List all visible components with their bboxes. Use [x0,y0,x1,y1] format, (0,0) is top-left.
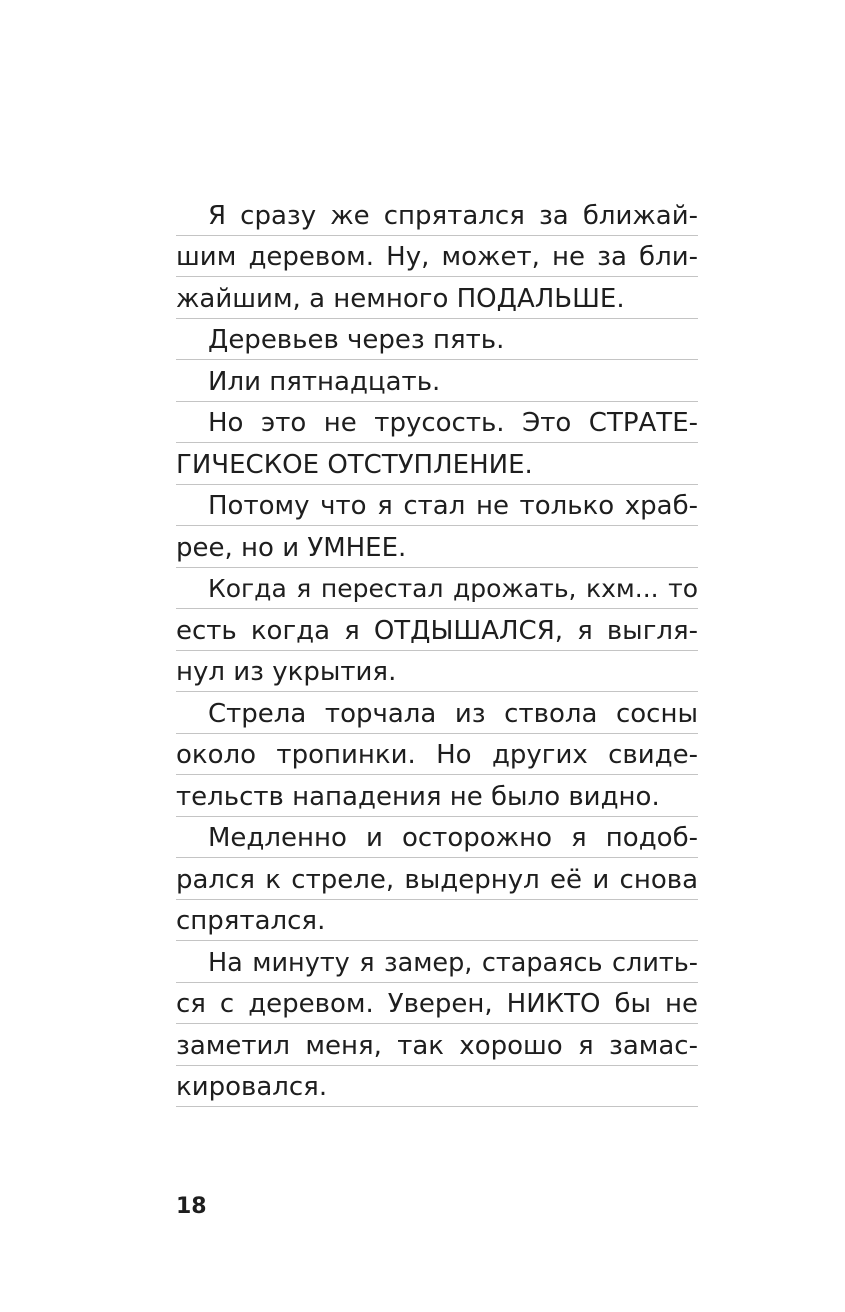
line-text: Или пятнадцать. [208,366,441,397]
text-line [176,609,698,651]
text-line [176,360,698,402]
text-line [176,775,698,817]
text-line [176,485,698,527]
page-number: 18 [176,1194,207,1219]
text-block [176,194,698,1107]
line-text: ся с деревом. Уверен, НИКТО бы не [176,989,698,1019]
text-line [176,817,698,859]
text-line [176,900,698,942]
text-line [176,941,698,983]
line-text: Стрела торчала из ствола сосны [208,698,698,729]
line-text: тельств нападения не было видно. [176,781,660,812]
line-text: рался к стреле, выдернул её и снова [176,864,698,895]
text-line [176,692,698,734]
line-text: есть когда я ОТДЫШАЛСЯ, я выгля- [176,615,698,646]
text-line [176,194,698,236]
line-text: На минуту я замер, стараясь слить- [208,947,698,978]
line-text: рее, но и УМНЕЕ. [176,532,407,563]
text-line [176,236,698,278]
line-text: Медленно и осторожно я подоб- [208,823,698,853]
text-line [176,858,698,900]
text-line [176,277,698,319]
text-line [176,319,698,361]
text-line [176,983,698,1025]
line-text: шим деревом. Ну, может, не за бли- [176,242,698,272]
text-line [176,1066,698,1108]
text-line [176,443,698,485]
line-text: Я сразу же спрятался за ближай- [208,200,698,231]
text-line [176,402,698,444]
line-text: нул из укрытия. [176,657,397,687]
text-line [176,568,698,610]
line-text: ГИЧЕСКОЕ ОТСТУПЛЕНИЕ. [176,449,533,480]
line-text: Потому что я стал не только храб- [208,491,698,521]
line-text: заметил меня, так хорошо я замас- [176,1030,698,1061]
line-text: жайшим, а немного ПОДАЛЬШЕ. [176,283,625,314]
line-text: спрятался. [176,906,326,936]
line-text: около тропинки. Но других свиде- [176,740,698,770]
text-line [176,1024,698,1066]
line-text: Когда я перестал дрожать, кхм... то [208,574,698,603]
line-text: Но это не трусость. Это СТРАТЕ- [208,408,698,438]
text-line [176,734,698,776]
text-line [176,651,698,693]
text-line [176,526,698,568]
line-text: Деревьев через пять. [208,325,505,355]
line-text: кировался. [176,1072,328,1102]
